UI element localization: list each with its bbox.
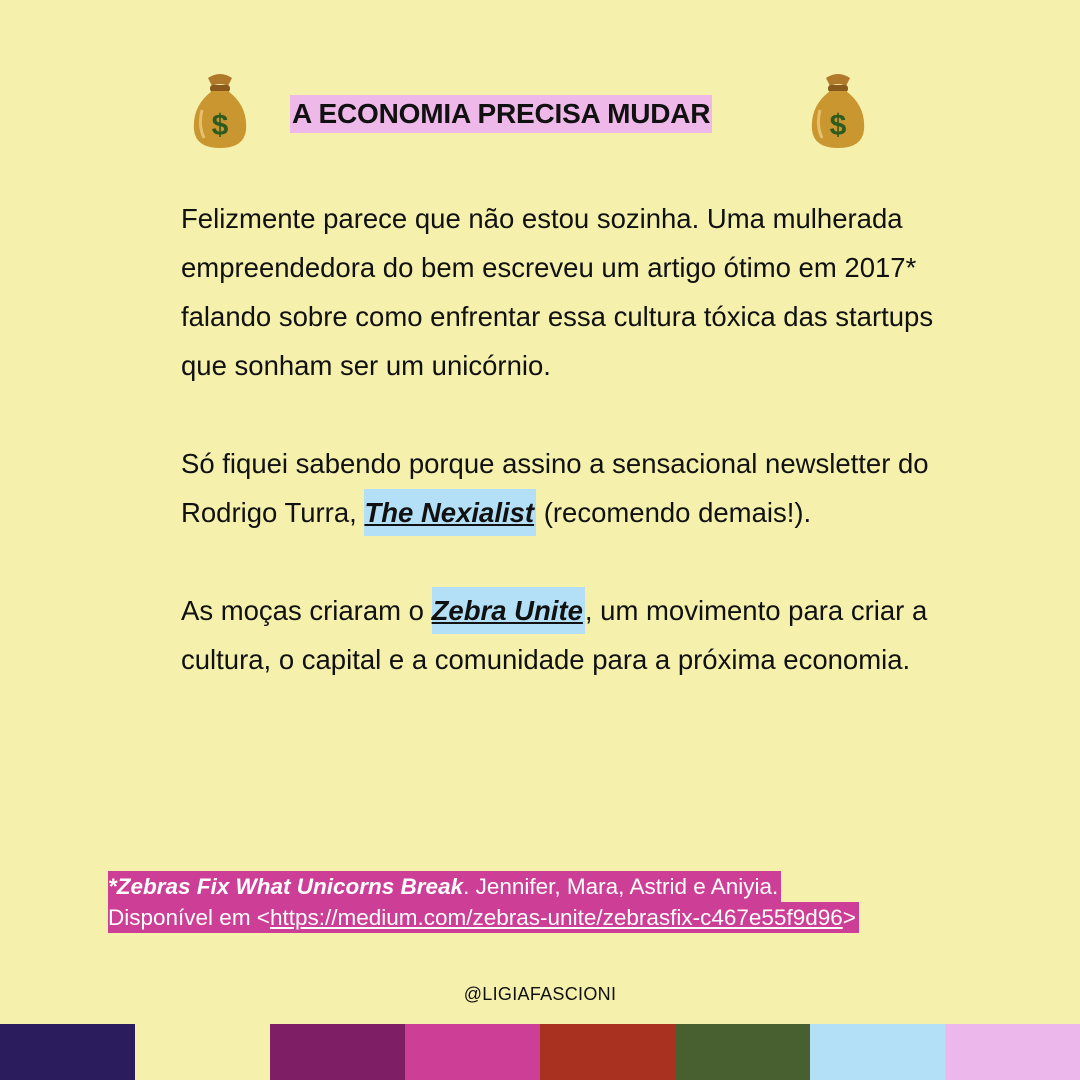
palette-swatch	[135, 1024, 270, 1080]
palette-swatch	[270, 1024, 405, 1080]
palette-swatch	[405, 1024, 540, 1080]
footnote	[108, 871, 859, 933]
palette-swatch	[945, 1024, 1080, 1080]
footnote-url-link[interactable]: https://medium.com/zebras-unite/zebrasfix-c467e55f9d96	[269, 905, 843, 930]
svg-text:$: $	[829, 109, 847, 142]
money-bag-icon	[188, 70, 252, 150]
footnote-title: *Zebras Fix What Unicorns Break	[108, 874, 464, 899]
paragraph-text: (recomendo demais!).	[536, 497, 812, 528]
footnote-citation	[108, 871, 781, 902]
body-text	[181, 194, 941, 684]
palette-swatch	[675, 1024, 810, 1080]
zebra-unite-link[interactable]: Zebra Unite	[432, 587, 585, 634]
palette-swatch	[810, 1024, 945, 1080]
paragraph-text: As moças criaram o	[181, 595, 432, 626]
paragraph-zebra	[181, 586, 941, 684]
svg-text:$: $	[211, 109, 229, 142]
footnote-prefix: Disponível em <	[108, 905, 270, 930]
paragraph-intro: Felizmente parece que não estou sozinha. Uma mulherada empreendedora do bem escreveu um artigo ótimo em 2017* falando sobre como enfrentar essa cultura tóxica das startups que sonham ser um unicórnio.	[181, 203, 934, 381]
paragraph-newsletter	[181, 439, 941, 537]
palette-swatch	[0, 1024, 135, 1080]
palette-swatch	[540, 1024, 675, 1080]
footnote-availability	[108, 902, 859, 933]
footnote-suffix: >	[842, 905, 856, 930]
page-title: A ECONOMIA PRECISA MUDAR	[290, 95, 712, 133]
author-handle: @LIGIAFASCIONI	[463, 984, 617, 1004]
nexialist-link[interactable]: The Nexialist	[364, 489, 536, 536]
paragraph-text: Só fiquei sabendo porque assino a sensacional newsletter do Rodrigo Turra,	[181, 448, 929, 528]
money-bag-icon	[806, 70, 870, 150]
paragraph-text: , um movimento para criar a cultura, o capital e a comunidade para a próxima economia.	[181, 595, 928, 675]
footnote-authors: . Jennifer, Mara, Astrid e Aniyia.	[463, 874, 779, 899]
color-palette-strip	[0, 1024, 1080, 1080]
header	[0, 70, 1080, 154]
